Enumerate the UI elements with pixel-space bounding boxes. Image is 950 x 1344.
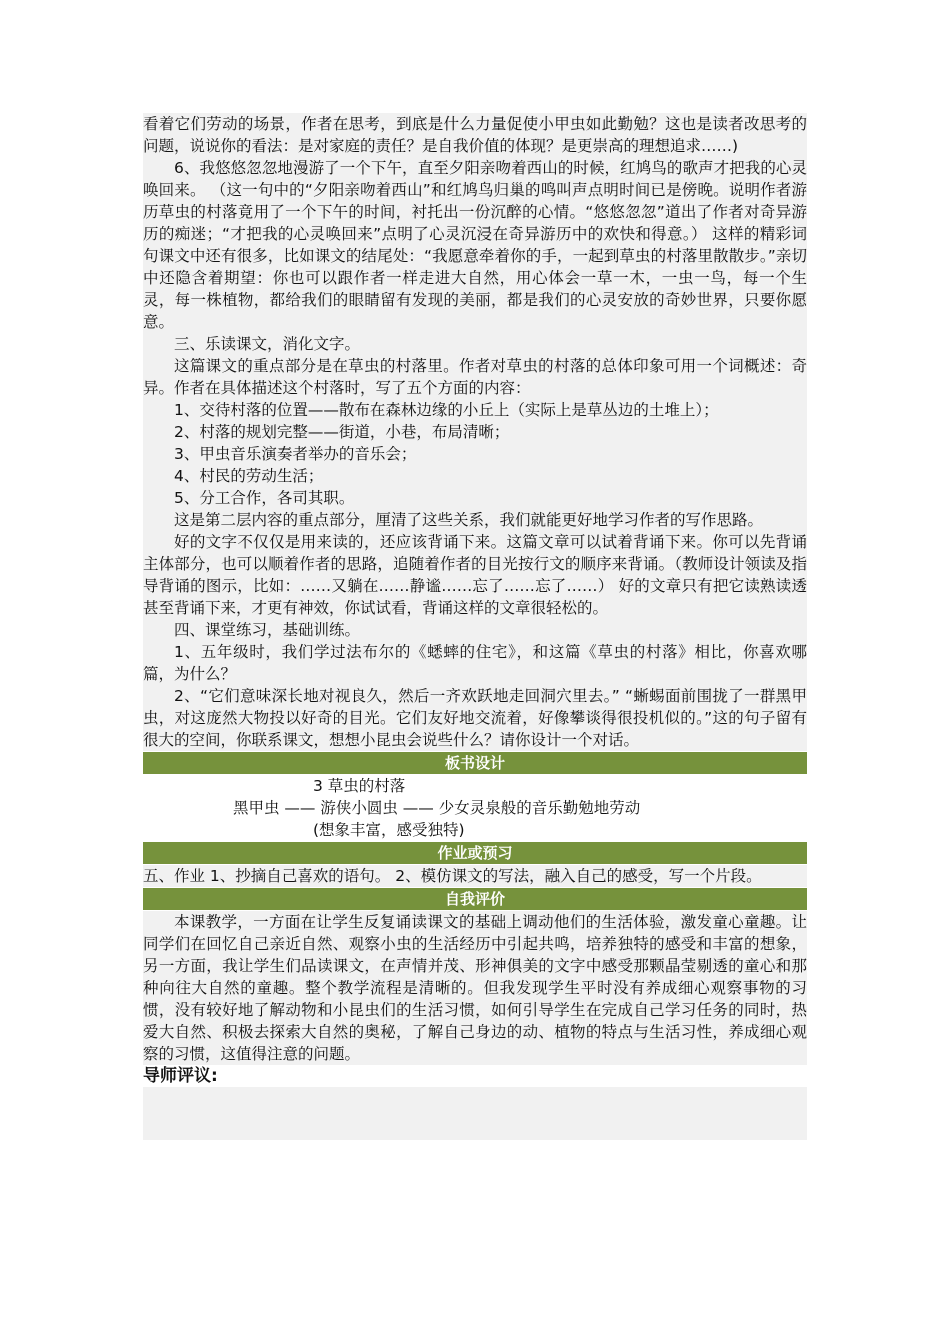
paragraph: 好的文字不仅仅是用来读的，还应该背诵下来。这篇文章可以试着背诵下来。你可以先背诵主体部分，也可以顺着作者的思路，追随着作者的目光按行文的顺序来背诵。（教师设计领读及指导背诵的图示，比如：……又躺在……静谧……忘了……忘了……） 好的文章只有把它读熟读透甚至背诵下来，才更有神效，你试试看，背诵这样的文章很轻松的。 (143, 533, 807, 617)
board-design-header: 板书设计 (143, 752, 807, 774)
list-item: 4、村民的劳动生活； (174, 467, 324, 485)
board-title: 3 草虫的村落 (313, 777, 406, 795)
paragraph: 这篇课文的重点部分是在草虫的村落里。作者对草虫的村落的总体印象可用一个词概述：奇异。作者在具体描述这个村落时，写了五个方面的内容： (143, 357, 807, 397)
paragraph: 这是第二层内容的重点部分，厘清了这些关系，我们就能更好地学习作者的写作思路。 (174, 511, 764, 529)
list-item: 5、分工合作，各司其职。 (174, 489, 355, 507)
tutor-comment-section (143, 1065, 807, 1140)
self-evaluation-text: 本课教学，一方面在让学生反复诵读课文的基础上调动他们的生活体验，激发童心童趣。让同学们在回忆自己亲近自然、观察小虫的生活经历中引起共鸣，培养独特的感受和丰富的想象，另一方面，我让学生们品读课文，在声情并茂、形神俱美的文字中感受那颗晶莹剔透的童心和那种向往大自然的童趣。整个教学流程是清晰的。但我发现学生平时没有养成细心观察事物的习惯，没有较好地了解动物和小昆虫们的生活习惯，如何引导学生在完成自己学习任务的同时，热爱大自然、积极去探索大自然的奥秘，了解自己身边的动、植物的特点与生活习性，养成细心观察的习惯，这值得注意的问题。 (143, 913, 807, 1063)
body-text-block (143, 113, 807, 751)
tutor-comment-label: 导师评议: (143, 1065, 807, 1087)
board-design-content (143, 775, 807, 841)
list-item: 3、甲虫音乐演奏者举办的音乐会； (174, 445, 417, 463)
list-item: 2、村落的规划完整——街道，小巷，布局清晰； (174, 423, 510, 441)
section-heading: 四、课堂练习，基础训练。 (174, 621, 361, 639)
paragraph: 6、我悠悠忽忽地漫游了一个下午，直至夕阳亲吻着西山的时候，红鸠鸟的歌声才把我的心灵唤回来。 （这一句中的“夕阳亲吻着西山”和红鸠鸟归巢的鸣叫声点明时间已是傍晚。说明作者游历草虫的村落竟用了一个下午的时间，衬托出一份沉醉的心情。“悠悠忽忽”道出了作者对奇异游历的痴迷；“才把我的心灵唤回来”点明了心灵沉浸在奇异游历中的欢快和得意。） 这样的精彩词句课文中还有很多，比如课文的结尾处：“我愿意牵着你的手，一起到草虫的村落里散散步。”亲切中还隐含着期望：你也可以跟作者一样走进大自然，用心体会一草一木，一虫一鸟，每一个生灵，每一株植物，都给我们的眼睛留有发现的美丽，都是我们的心灵安放的奇妙世界，只要你愿意。 (143, 159, 807, 331)
board-line: 黑甲虫 —— 游侠小圆虫 —— 少女灵泉般的音乐勤勉地劳动 (233, 799, 641, 817)
paragraph: 看着它们劳动的场景，作者在思考，到底是什么力量促使小甲虫如此勤勉？这也是读者改思考的问题，说说你的看法：是对家庭的责任？是自我价值的体现？是更崇高的理想追求……) (143, 115, 807, 155)
board-note: (想象丰富，感受独特) (313, 821, 465, 839)
homework-header: 作业或预习 (143, 842, 807, 864)
tutor-comment-area (143, 1087, 807, 1140)
exercise-item: 2、“它们意味深长地对视良久，然后一齐欢跃地走回洞穴里去。” “蜥蜴面前围拢了一群黑甲虫，对这庞然大物投以好奇的目光。它们友好地交流着，好像攀谈得很投机似的。”这的句子留有很大的空间，你联系课文，想想小昆虫会说些什么？请你设计一个对话。 (143, 687, 807, 749)
exercise-item: 1、五年级时，我们学过法布尔的《蟋蟀的住宅》，和这篇《草虫的村落》相比，你喜欢哪篇，为什么？ (143, 643, 807, 683)
list-item: 1、交待村落的位置——散布在森林边缘的小丘上（实际上是草丛边的土堆上）； (174, 401, 719, 419)
homework-text: 五、作业 1、抄摘自己喜欢的语句。 2、模仿课文的写法，融入自己的感受，写一个片段。 (143, 867, 762, 885)
lesson-page (143, 113, 807, 1140)
self-evaluation-header: 自我评价 (143, 888, 807, 910)
section-heading: 三、乐读课文，消化文字。 (174, 335, 361, 353)
